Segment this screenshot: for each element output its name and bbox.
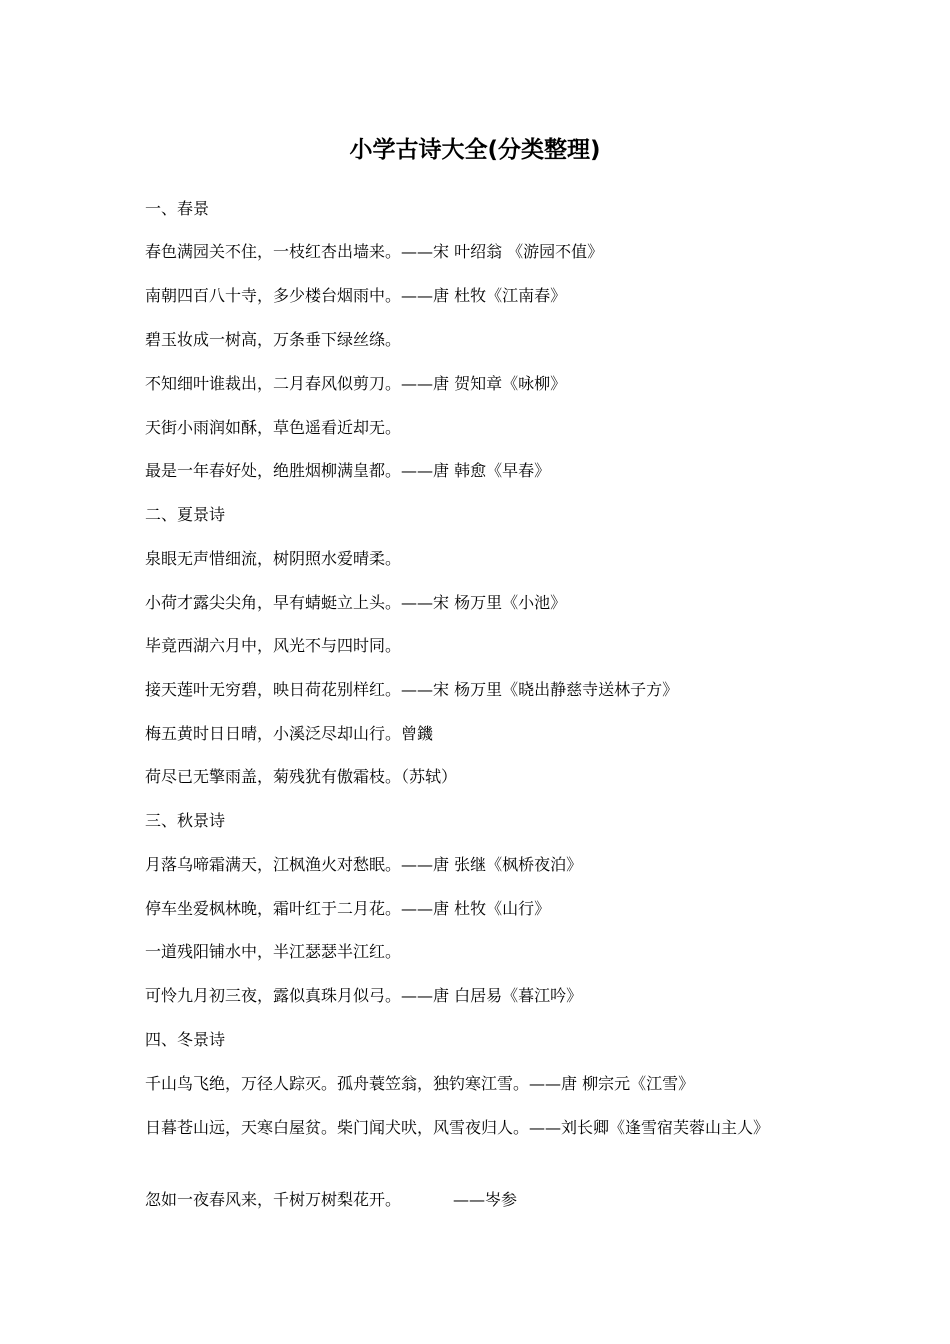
poem-line: 可怜九月初三夜，露似真珠月似弓。——唐 白居易《暮江吟》 — [145, 986, 583, 1005]
poem-line: 荷尽已无擎雨盖，菊残犹有傲霜枝。（苏轼） — [145, 767, 458, 786]
page-title: 小学古诗大全(分类整理) — [349, 137, 601, 163]
poem-line: 毕竟西湖六月中，风光不与四时同。 — [145, 636, 402, 655]
poem-line: 碧玉妆成一树高，万条垂下绿丝绦。 — [145, 330, 402, 349]
poem-line: 停车坐爱枫林晚，霜叶红于二月花。——唐 杜牧《山行》 — [145, 899, 551, 918]
poem-line: 天街小雨润如酥，草色遥看近却无。 — [145, 418, 402, 437]
poem-line: 千山鸟飞绝，万径人踪灭。孤舟蓑笠翁，独钓寒江雪。——唐 柳宗元《江雪》 — [145, 1074, 695, 1093]
attribution-text: ——岑参 — [453, 1190, 518, 1209]
poem-line: 接天莲叶无穷碧，映日荷花别样红。——宋 杨万里《晓出静慈寺送林子方》 — [145, 680, 679, 699]
verse-text: 忽如一夜春风来，千树万树梨花开。 — [145, 1190, 402, 1209]
poem-line: 泉眼无声惜细流，树阴照水爱晴柔。 — [145, 549, 402, 568]
section-heading-winter: 四、冬景诗 — [145, 1030, 226, 1049]
poem-line-last — [145, 1186, 805, 1214]
section-heading-summer: 二、夏景诗 — [145, 505, 226, 524]
poem-line: 小荷才露尖尖角，早有蜻蜓立上头。——宋 杨万里《小池》 — [145, 593, 567, 612]
poem-line-wrapped: 日暮苍山远，天寒白屋贫。柴门闻犬吠，风雪夜归人。——刘长卿《逢雪宿芙蓉山主人》 — [145, 1118, 770, 1137]
poem-line: 不知细叶谁裁出，二月春风似剪刀。——唐 贺知章《咏柳》 — [145, 374, 567, 393]
poem-line: 最是一年春好处，绝胜烟柳满皇都。——唐 韩愈《早春》 — [145, 461, 551, 480]
poem-line: 一道残阳铺水中，半江瑟瑟半江红。 — [145, 942, 402, 961]
poem-line: 月落乌啼霜满天，江枫渔火对愁眠。——唐 张继《枫桥夜泊》 — [145, 855, 583, 874]
section-heading-autumn: 三、秋景诗 — [145, 811, 226, 830]
poem-line: 梅五黄时日日晴，小溪泛尽却山行。曾鐖 — [145, 724, 434, 743]
section-heading-spring: 一、春景 — [145, 199, 210, 218]
poem-line: 春色满园关不住，一枝红杏出墙来。——宋 叶绍翁 《游园不值》 — [145, 242, 604, 261]
poem-line: 南朝四百八十寺，多少楼台烟雨中。——唐 杜牧《江南春》 — [145, 286, 567, 305]
